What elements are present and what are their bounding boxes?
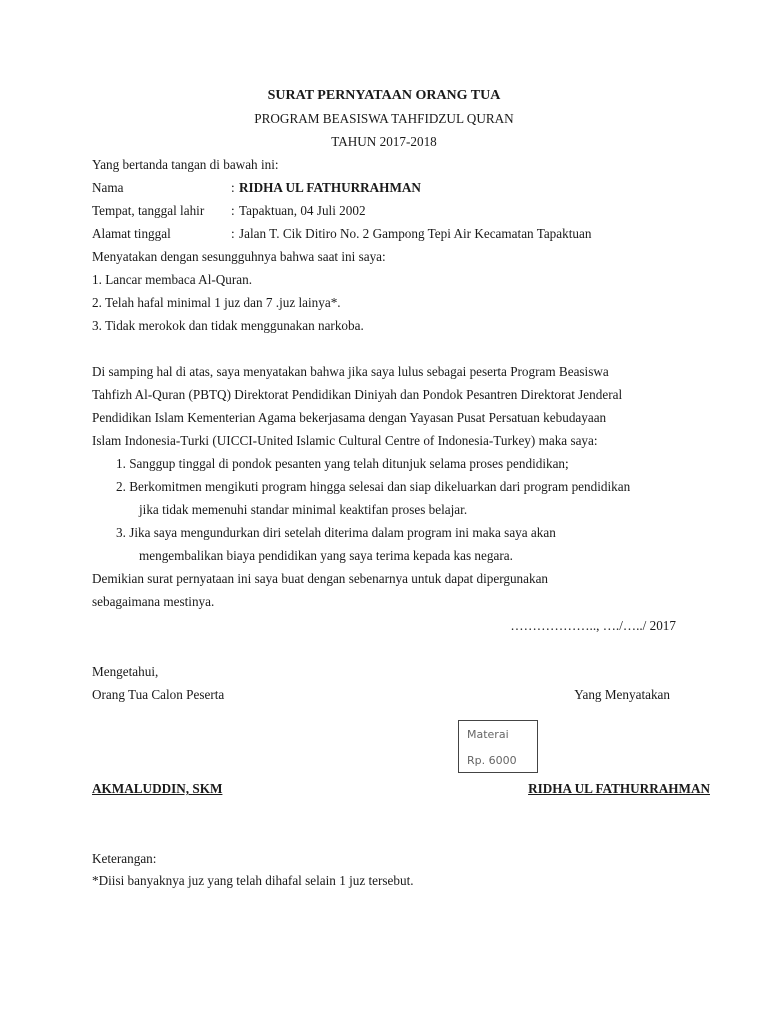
commitment-item: 3. Jika saya mengundurkan diri setelah diterima dalam program ini maka saya akan bbox=[116, 525, 556, 540]
stamp-label: Materai bbox=[467, 728, 509, 741]
closing-line: sebagaimana mestinya. bbox=[92, 594, 215, 609]
field-label: Tempat, tanggal lahir bbox=[92, 203, 205, 218]
paragraph-line: Di samping hal di atas, saya menyatakan bahwa jika saya lulus sebagai peserta Program Beasiswa bbox=[92, 364, 609, 379]
statement-item: 1. Lancar membaca Al-Quran. bbox=[92, 272, 253, 287]
notes-label: Keterangan: bbox=[92, 851, 157, 866]
field-value-name: RIDHA UL FATHURRAHMAN bbox=[239, 180, 421, 195]
acknowledge-label: Mengetahui, bbox=[92, 664, 159, 679]
field-row-address bbox=[92, 226, 712, 242]
program-year: TAHUN 2017-2018 bbox=[331, 134, 437, 149]
field-value-address: Jalan T. Cik Ditiro No. 2 Gampong Tepi Air Kecamatan Tapaktuan bbox=[239, 226, 592, 241]
commitment-continuation: mengembalikan biaya pendidikan yang saya terima kepada kas negara. bbox=[139, 548, 513, 563]
document-title: SURAT PERNYATAAN ORANG TUA bbox=[267, 88, 501, 103]
field-value-birth: Tapaktuan, 04 Juli 2002 bbox=[239, 203, 366, 218]
field-row-birth bbox=[92, 203, 712, 219]
statement-intro: Menyatakan dengan sesungguhnya bahwa saat ini saya: bbox=[92, 249, 386, 264]
field-label: Alamat tinggal bbox=[92, 226, 171, 241]
declarant-name: RIDHA UL FATHURRAHMAN bbox=[528, 781, 710, 796]
commitment-continuation: jika tidak memenuhi standar minimal keaktifan proses belajar. bbox=[139, 502, 468, 517]
paragraph-line: Pendidikan Islam Kementerian Agama bekerjasama dengan Yayasan Pusat Persatuan kebudayaan bbox=[92, 410, 607, 425]
statement-item: 2. Telah hafal minimal 1 juz dan 7 .juz lainya*. bbox=[92, 295, 341, 310]
parent-name: AKMALUDDIN, SKM bbox=[92, 781, 223, 796]
commitment-item: 1. Sanggup tinggal di pondok pesanten yang telah ditunjuk selama proses pendidikan; bbox=[116, 456, 569, 471]
field-colon: : bbox=[231, 180, 235, 195]
declarant-label: Yang Menyatakan bbox=[574, 687, 670, 702]
commitment-item: 2. Berkomitmen mengikuti program hingga selesai dan siap dikeluarkan dari program pendidikan bbox=[116, 479, 631, 494]
statement-item: 3. Tidak merokok dan tidak menggunakan narkoba. bbox=[92, 318, 364, 333]
field-colon: : bbox=[231, 226, 235, 241]
parent-label: Orang Tua Calon Peserta bbox=[92, 687, 225, 702]
field-colon: : bbox=[231, 203, 235, 218]
intro-text: Yang bertanda tangan di bawah ini: bbox=[92, 157, 279, 172]
notes-text: *Diisi banyaknya juz yang telah dihafal selain 1 juz tersebut. bbox=[92, 873, 414, 888]
stamp-value: Rp. 6000 bbox=[467, 754, 517, 767]
date-line: ……………….., …./…../ 2017 bbox=[510, 618, 676, 633]
paragraph-line: Tahfizh Al-Quran (PBTQ) Direktorat Pendidikan Diniyah dan Pondok Pesantren Direktorat Jenderal bbox=[92, 387, 623, 402]
field-label: Nama bbox=[92, 180, 124, 195]
closing-line: Demikian surat pernyataan ini saya buat dengan sebenarnya untuk dapat dipergunakan bbox=[92, 571, 549, 586]
program-name: PROGRAM BEASISWA TAHFIDZUL QURAN bbox=[254, 111, 514, 126]
paragraph-line: Islam Indonesia-Turki (UICCI-United Islamic Cultural Centre of Indonesia-Turkey) maka saya: bbox=[92, 433, 598, 448]
field-row-name bbox=[92, 180, 712, 196]
stamp-box bbox=[458, 720, 538, 773]
